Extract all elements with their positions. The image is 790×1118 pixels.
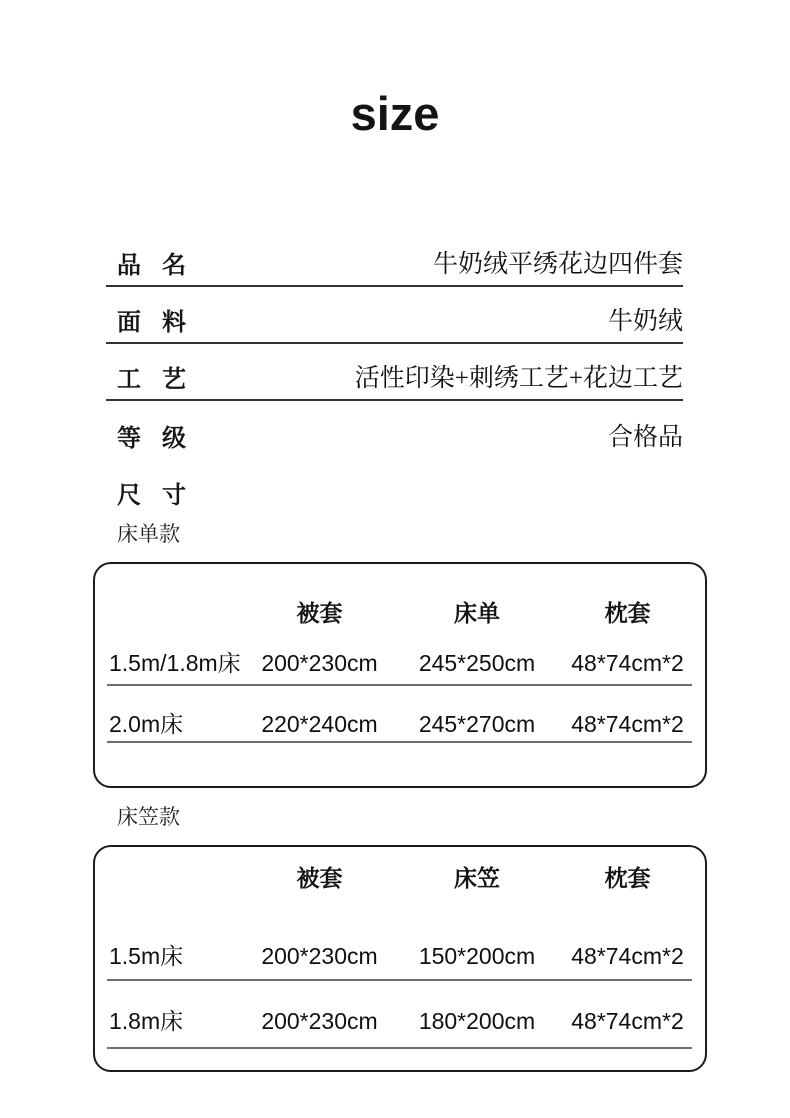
spec-row-craft [106,344,683,401]
table-cell: 48*74cm*2 [571,943,684,969]
spec-value: 牛奶绒平绣花边四件套 [432,251,683,278]
table-cell: 200*230cm [261,943,378,969]
table-header-cell: 床单 [454,600,500,626]
table-cell: 150*200cm [418,943,536,969]
table-cell: 180*200cm [418,1008,536,1034]
row-divider [107,979,692,981]
table-row [107,648,693,678]
table-cell: 48*74cm*2 [571,1008,684,1034]
row-divider [107,741,692,743]
spec-label: 工艺 [117,366,207,393]
table-header-empty-cell [107,863,247,893]
table-cell: 48*74cm*2 [571,650,684,676]
table-row [107,1006,693,1036]
size-table-bedsheet-style [93,562,707,788]
spec-list [106,230,683,515]
table-cell: 200*230cm [261,650,378,676]
spec-row-size [106,458,683,515]
table-header-empty-cell [107,598,247,628]
table-cell: 200*230cm [261,1008,378,1034]
row-divider [107,1047,692,1049]
spec-label: 面料 [117,309,207,336]
table-header-cell: 枕套 [604,600,651,626]
table-header-row [107,598,693,628]
page-title: size [350,87,440,140]
table-header-cell: 被套 [296,600,343,626]
spec-row-fabric [106,287,683,344]
row-label: 1.8m床 [109,1008,184,1034]
spec-value: 合格品 [607,424,683,451]
table-header-row [107,863,693,893]
row-label: 2.0m床 [109,711,184,737]
row-divider [107,684,692,686]
size-table-fitted-sheet-style [93,845,707,1072]
spec-label: 等级 [117,425,207,452]
table-caption-fitted-sheet-style: 床笠款 [117,806,180,829]
table-header-cell: 被套 [296,865,343,891]
spec-value: 活性印染+刺绣工艺+花边工艺 [354,365,683,392]
table-cell: 245*250cm [418,650,536,676]
row-label: 1.5m床 [109,943,184,969]
table-row [107,941,693,971]
spec-label: 尺寸 [117,482,207,509]
table-cell: 48*74cm*2 [571,711,684,737]
table-header-cell: 枕套 [604,865,651,891]
table-row [107,709,693,739]
spec-row-grade [106,401,683,458]
table-cell: 245*270cm [418,711,536,737]
table-header-cell: 床笠 [454,865,500,891]
table-cell: 220*240cm [261,711,378,737]
spec-label: 品名 [117,252,207,279]
spec-row-product-name [106,230,683,287]
table-caption-bedsheet-style: 床单款 [117,523,180,546]
row-label: 1.5m/1.8m床 [109,650,241,676]
spec-value: 牛奶绒 [607,308,683,335]
